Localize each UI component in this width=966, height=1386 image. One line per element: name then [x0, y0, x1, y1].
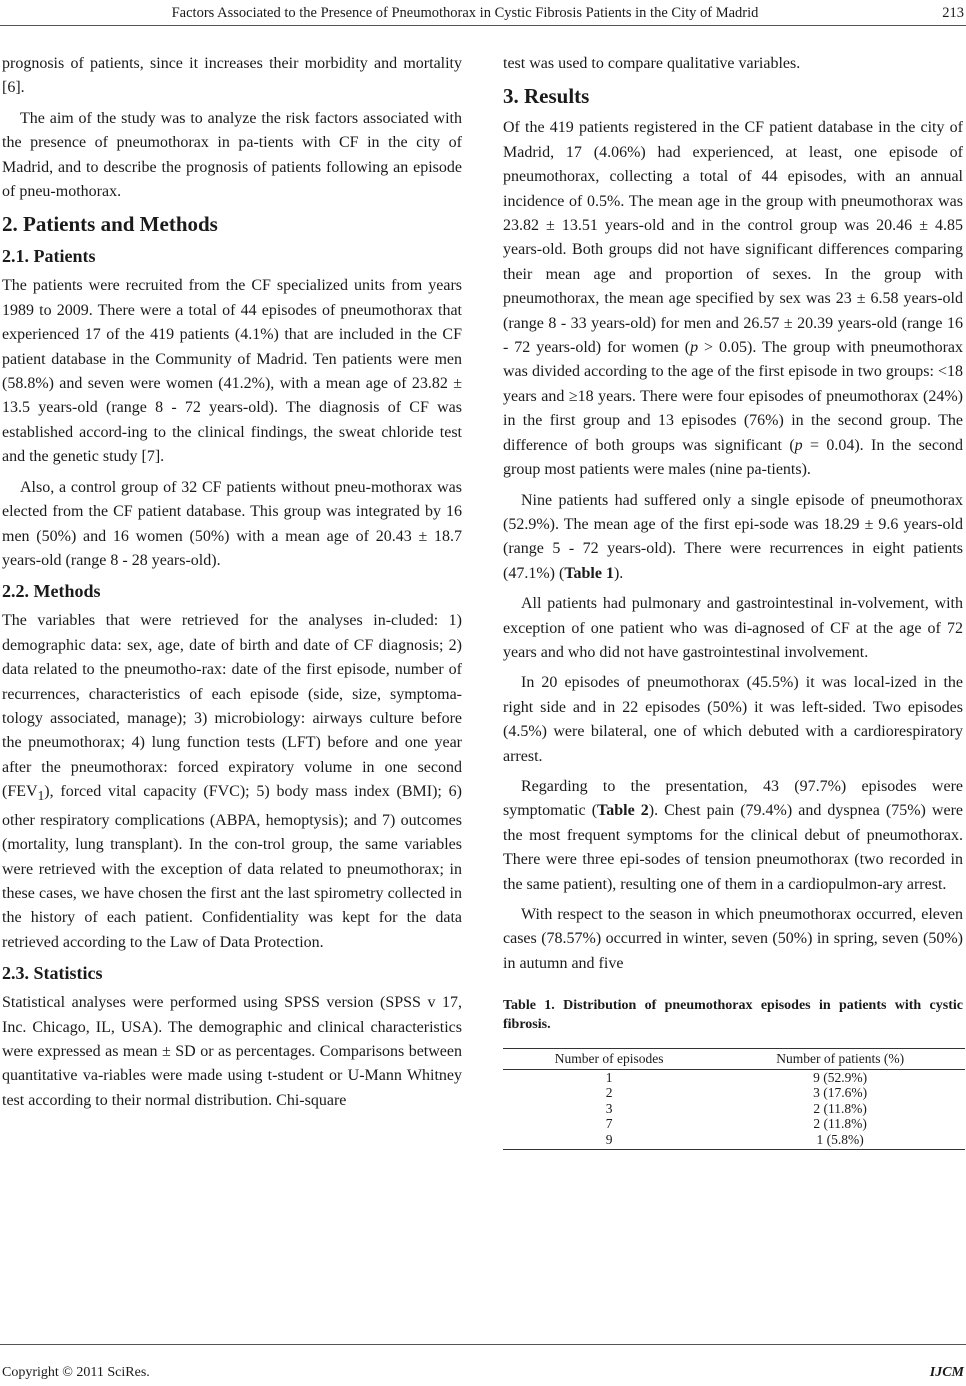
- table-cell-patients: 2 (11.8%): [813, 1100, 867, 1116]
- methods-paragraph: [2, 609, 462, 955]
- results-paragraph-5: [503, 775, 963, 897]
- table-row: [503, 1116, 965, 1132]
- table-1-reference[interactable]: Table 1: [564, 564, 614, 582]
- table-cell-patients: 9 (52.9%): [813, 1069, 868, 1085]
- results-5-text-b: ). Chest pain (79.4%) and dyspnea (75%) were the most frequent symptoms for the clinical debut of pneumothorax. There were three epi-sodes of tension pneumothorax (two recorded in the same patient), resulting one of them in a cardiopulmon-ary arrest.: [503, 802, 964, 893]
- table-header-episodes: Number of episodes: [503, 1049, 715, 1070]
- results-paragraph-3: All patients had pulmonary and gastrointestinal in-volvement, with exception of one patient who was di-agnosed of CF at the age of 72 years and who did not have gastrointestinal involvement.: [503, 595, 963, 661]
- journal-abbreviation: IJCM: [929, 1365, 964, 1380]
- methods-text-b: ), forced vital capacity (FVC); 5) body mass index (BMI); 6) other respiratory complications (ABPA, hemoptysis); and 7) outcomes (mortality, lung transplant). In the con-trol group, the same variables were retrieved with the exception of data related to pneumothorax; in these cases, we have chosen the first ant the last spirometry collected in the history of each patient. Confidentiality was kept for the data retrieved according to the Law of Data Protection.: [2, 783, 462, 951]
- subsection-heading-statistics: 2.3. Statistics: [2, 963, 103, 984]
- section-heading-results: 3. Results: [503, 84, 590, 109]
- table-cell-episodes: 9: [503, 1132, 715, 1150]
- page-number: 213: [942, 5, 964, 21]
- results-1-text-a: Of the 419 patients registered in the CF patient database in the city of Madrid, 17 (4.06%) had experienced, at least, one episode of pneumothorax, collecting a total of 44 episodes, with an annual incidence of 0.5%. The mean age in the group with pneumothorax was 23.82 ± 13.51 years-old and in the control group was 20.46 ± 4.85 years-old. Both groups did not have significant differences comparing their mean age and proportion of sexes. In the group with pneumothorax, the mean age specified by sex was 23 ± 6.58 years-old (range 8 - 33 years-old) for men and 26.57 ± 20.39 years-old (range 16 - 72 years-old) for women (: [503, 119, 963, 357]
- right-column: [503, 52, 963, 1150]
- copyright-notice: Copyright © 2011 SciRes.: [2, 1365, 150, 1380]
- results-5-text-a: Regarding to the presentation, 43 (97.7%) episodes were symptomatic (: [503, 777, 963, 820]
- p-value-symbol: p: [690, 339, 699, 357]
- statistics-paragraph: Statistical analyses were performed using SPSS version (SPSS v 17, Inc. Chicago, IL, USA). The demographic and clinical characteristics were expressed as mean ± SD or as percentages. Comparisons between quantitative va-riables were made using t-student or U-Mann Whitney test according to their normal distribution. Chi-square: [2, 994, 462, 1109]
- subsection-heading-patients: 2.1. Patients: [2, 246, 96, 267]
- p-value-symbol: p: [794, 436, 803, 454]
- patients-paragraph-1: The patients were recruited from the CF specialized units from years 1989 to 2009. There were a total of 44 episodes of pneumothorax that experienced 17 of the 419 patients (4.1%) that are included in the CF patient database in the Community of Madrid. Ten patients were men (58.8%) and seven were women (41.2%), with a mean age of 23.82 ± 13.5 years-old (range 8 - 72 years-old). The diagnosis of CF was established accord-ing to the clinical findings, the sweat chloride test and the genetic study [7].: [2, 277, 462, 466]
- table-cell-episodes: 3: [605, 1100, 613, 1116]
- left-column: [2, 52, 462, 1119]
- intro-paragraph-1: prognosis of patients, since it increases their morbidity and mortality [6].: [2, 55, 462, 97]
- header-rule: [0, 25, 966, 26]
- fev-subscript: 1: [37, 788, 45, 804]
- results-paragraph-1: [503, 116, 963, 482]
- results-2-text-a: Nine patients had suffered only a single episode of pneumothorax (52.9%). The mean age of the first epi-sode was 18.29 ± 9.6 years-old (range 5 - 72 years-old). There were recurrences in eight patients (47.1%) (: [503, 491, 963, 582]
- methods-text-a: The variables that were retrieved for the analyses in-cluded: 1) demographic data: sex, age, date of birth and date of CF diagnosis; 2) data related to the pneumotho-rax: date of the first episode, number of recurrences, characteristics of each episode (side, size, symptoma-tology associated, manage); 3) microbiology: airways culture before the pneumothorax; 4) lung function tests (LFT) before and one year after the pneumothorax: forced expiratory volume in one second (FEV: [2, 612, 462, 801]
- results-1-text-b: > 0.05). The group with pneumothorax was divided according to the age of the first episode in two groups: <18 years and ≥18 years. There were four episodes of pneumothorax (24%) in the first group and 13 episodes (76%) in the second group. The difference of both groups was significant (: [503, 339, 963, 454]
- table-2-reference[interactable]: Table 2: [597, 802, 649, 820]
- intro-paragraph-2: The aim of the study was to analyze the risk factors associated with the presence of pneumothorax in pa-tients with CF in the city of Madrid, and to describe the prognosis of patients following an episode of pneu-mothorax.: [2, 109, 462, 201]
- table-row: [503, 1132, 965, 1150]
- results-paragraph-4: In 20 episodes of pneumothorax (45.5%) it was local-ized in the right side and in 22 episodes (50%) it was left-sided. Two episodes (4.5%) were bilateral, one of which debuted with a cardiorespiratory arrest.: [503, 674, 963, 765]
- table-cell-patients: 1 (5.8%): [715, 1132, 965, 1150]
- table-cell-episodes: 2: [605, 1085, 613, 1101]
- statistics-continued: test was used to compare qualitative variables.: [503, 55, 801, 72]
- running-head-title: Factors Associated to the Presence of Pneumothorax in Cystic Fibrosis Patients in the City of Madrid: [171, 5, 759, 21]
- table-cell-patients: 3 (17.6%): [813, 1085, 868, 1101]
- table-header-patients: Number of patients (%): [715, 1049, 965, 1070]
- footer-rule: [0, 1344, 966, 1345]
- table-header-row: [503, 1049, 965, 1070]
- results-paragraph-6: With respect to the season in which pneumothorax occurred, eleven cases (78.57%) occurred in winter, seven (50%) in spring, seven (50%) in autumn and five: [503, 906, 963, 972]
- results-2-text-b: ).: [613, 564, 624, 582]
- table-cell-patients: 2 (11.8%): [813, 1116, 867, 1132]
- table-cell-episodes: 1: [605, 1069, 613, 1085]
- table-row: [503, 1085, 965, 1101]
- running-head: [0, 4, 966, 22]
- section-heading-methods: 2. Patients and Methods: [2, 212, 218, 237]
- table-1: [503, 1048, 965, 1150]
- results-1-text-c: = 0.04). In the second group most patients were males (nine pa-tients).: [503, 436, 964, 479]
- results-paragraph-2: [503, 489, 963, 587]
- table-1-caption: Table 1. Distribution of pneumothorax episodes in patients with cystic fibrosis.: [503, 998, 963, 1033]
- subsection-heading-methods: 2.2. Methods: [2, 581, 101, 602]
- table-row: [503, 1101, 965, 1117]
- table-row: [503, 1069, 965, 1085]
- patients-paragraph-2: Also, a control group of 32 CF patients without pneu-mothorax was elected from the CF patient database. This group was integrated by 16 men (50%) and 16 women (50%) with a mean age of 20.43 ± 18.7 years-old (range 8 - 28 years-old).: [2, 478, 462, 569]
- table-cell-episodes: 7: [605, 1116, 613, 1132]
